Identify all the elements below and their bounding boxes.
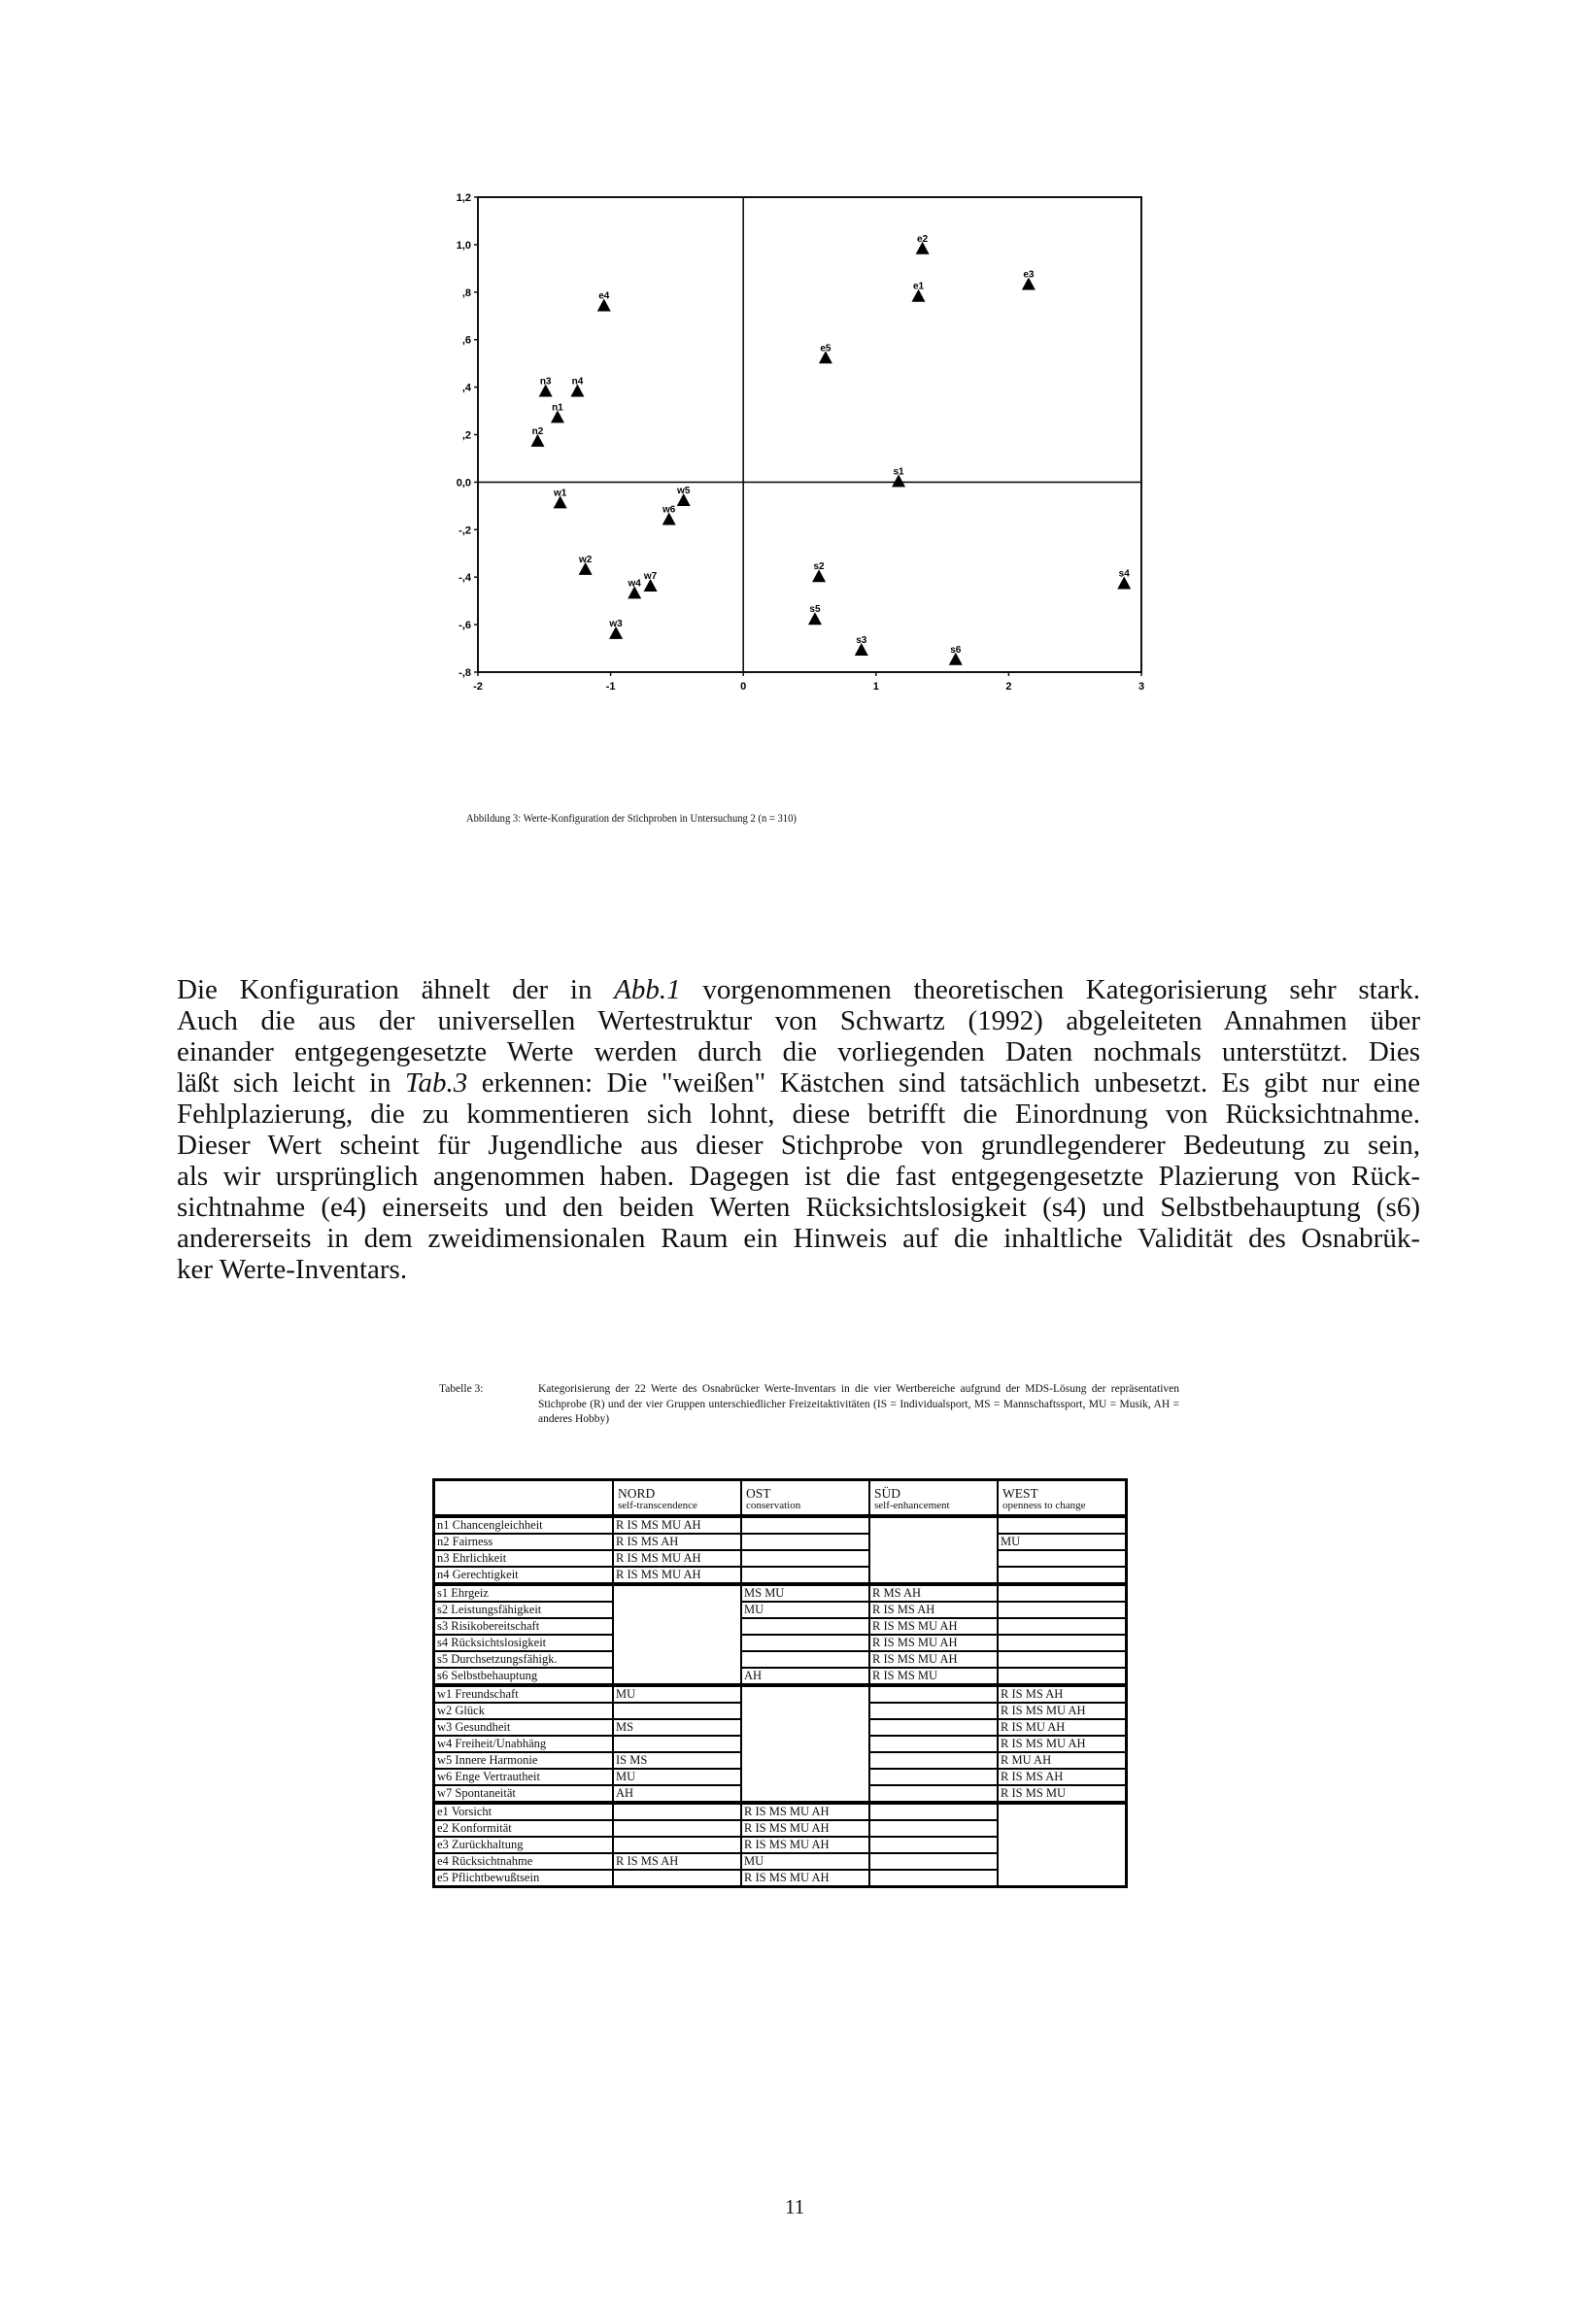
table-row xyxy=(434,1618,1127,1635)
sample-codes-cell-west xyxy=(998,1618,1127,1635)
body-line: andererseits in dem zweidimensionalen Raum ein Hinweis auf die inhaltliche Validität des Osnabrük- xyxy=(177,1223,1420,1254)
sample-codes-cell-nord xyxy=(613,1870,741,1887)
sample-codes-cell-nord xyxy=(613,1837,741,1853)
table-caption-text: Kategorisierung der 22 Werte des Osnabrücker Werte-Inventars in die vier Wertbereiche aufgrund der MDS-Lösung der repräsentativen Stichprobe (R) und der vier Gruppen unterschiedlicher Freizeitaktivitäten (IS = Individualsport, MS = Mannschaftssport, MU = Musik, AH = anderes Hobby) xyxy=(538,1383,1179,1425)
header-sued: SÜD self-enhancement xyxy=(869,1480,998,1517)
value-name-cell: w7 Spontaneität xyxy=(434,1785,614,1803)
sample-codes-cell-ost xyxy=(741,1516,869,1534)
sample-codes-cell-west xyxy=(998,1635,1127,1651)
sample-codes-cell-sued: R IS MS MU AH xyxy=(869,1618,998,1635)
sample-codes-cell-ost xyxy=(741,1618,869,1635)
sample-codes-cell-nord: R IS MS AH xyxy=(613,1853,741,1870)
value-name-cell: w1 Freundschaft xyxy=(434,1685,614,1703)
sample-codes-cell-sued xyxy=(869,1769,998,1785)
y-tick-label: ,6 xyxy=(461,334,471,347)
sample-codes-cell-west xyxy=(998,1602,1127,1618)
value-name-cell: n2 Fairness xyxy=(434,1534,614,1550)
point-label: n4 xyxy=(571,376,584,388)
body-line: Die Konfiguration ähnelt der in Abb.1 vorgenommenen theoretischen Kategorisierung sehr stark. xyxy=(177,974,1420,1005)
y-tick-label: -,8 xyxy=(458,667,471,679)
x-tick-label: 1 xyxy=(872,681,879,693)
sample-codes-cell-nord xyxy=(613,1803,741,1820)
sample-codes-cell-sued xyxy=(869,1703,998,1719)
table-row xyxy=(434,1803,1127,1820)
table-row xyxy=(434,1516,1127,1534)
y-tick-label: -,6 xyxy=(458,620,471,632)
sample-codes-cell-ost xyxy=(741,1534,869,1550)
table-body xyxy=(434,1516,1127,1887)
sample-codes-cell-ost: R IS MS MU AH xyxy=(741,1803,869,1820)
y-tick-label: ,4 xyxy=(461,382,471,394)
body-paragraph xyxy=(177,974,1420,1285)
point-label: w4 xyxy=(628,578,641,590)
sample-codes-cell-sued xyxy=(869,1685,998,1703)
value-name-cell: w5 Innere Harmonie xyxy=(434,1752,614,1769)
plot-frame xyxy=(478,197,1141,672)
value-name-cell: e3 Zurückhaltung xyxy=(434,1837,614,1853)
x-tick-label: -1 xyxy=(605,681,616,693)
point-label: e3 xyxy=(1023,269,1035,281)
sample-codes-cell-sued xyxy=(869,1736,998,1752)
sample-codes-cell-sued: R IS MS MU AH xyxy=(869,1635,998,1651)
header-nord: NORD self-transcendence xyxy=(613,1480,741,1517)
sample-codes-cell-sued: R IS MS MU xyxy=(869,1668,998,1685)
sample-codes-cell-west: R IS MS AH xyxy=(998,1685,1127,1703)
point-label: n1 xyxy=(552,402,563,414)
value-name-cell: w2 Glück xyxy=(434,1703,614,1719)
sample-codes-cell-nord xyxy=(613,1820,741,1837)
sample-codes-cell-sued xyxy=(869,1853,998,1870)
y-tick-label: -,4 xyxy=(458,572,471,585)
table-row xyxy=(434,1550,1127,1567)
point-label: e4 xyxy=(598,290,610,302)
point-label: w1 xyxy=(554,488,567,499)
mds-scatter-chart xyxy=(427,175,1166,777)
value-name-cell: s5 Durchsetzungsfähigk. xyxy=(434,1651,614,1668)
point-label: e5 xyxy=(820,343,832,355)
header-sued-sub: self-enhancement xyxy=(874,1500,950,1511)
value-name-cell: s3 Risikobereitschaft xyxy=(434,1618,614,1635)
value-name-cell: e5 Pflichtbewußtsein xyxy=(434,1870,614,1887)
table-row xyxy=(434,1685,1127,1703)
value-name-cell: w3 Gesundheit xyxy=(434,1719,614,1736)
value-name-cell: s4 Rücksichtslosigkeit xyxy=(434,1635,614,1651)
point-label: n3 xyxy=(539,376,552,388)
table-label: Tabelle 3: xyxy=(439,1383,484,1395)
y-tick-label: ,8 xyxy=(461,287,471,299)
body-line: sichtnahme (e4) einerseits und den beiden Werten Rücksichtslosigkeit (s4) und Selbstbehauptung (s6) xyxy=(177,1192,1420,1223)
sample-codes-cell-sued xyxy=(869,1719,998,1736)
header-nord-sub: self-transcendence xyxy=(618,1500,697,1511)
sample-codes-cell-ost xyxy=(741,1567,869,1584)
sample-codes-cell-ost xyxy=(741,1550,869,1567)
empty-category-block xyxy=(613,1584,741,1685)
sample-codes-cell-west xyxy=(998,1516,1127,1534)
sample-codes-cell-sued xyxy=(869,1803,998,1820)
sample-codes-cell-west xyxy=(998,1668,1127,1685)
sample-codes-cell-sued xyxy=(869,1752,998,1769)
empty-category-block xyxy=(869,1516,998,1584)
x-tick-label: 0 xyxy=(740,681,747,693)
sample-codes-cell-ost: AH xyxy=(741,1668,869,1685)
sample-codes-cell-ost: MS MU xyxy=(741,1584,869,1602)
sample-codes-cell-west: R IS MS MU AH xyxy=(998,1703,1127,1719)
sample-codes-cell-ost: R IS MS MU AH xyxy=(741,1870,869,1887)
point-label: e1 xyxy=(912,281,925,292)
sample-codes-cell-ost: MU xyxy=(741,1602,869,1618)
point-label: s6 xyxy=(950,644,962,656)
value-name-cell: e1 Vorsicht xyxy=(434,1803,614,1820)
point-label: s1 xyxy=(893,466,904,478)
header-west-sub: openness to change xyxy=(1002,1500,1086,1511)
value-name-cell: s6 Selbstbehauptung xyxy=(434,1668,614,1685)
body-line: einander entgegengesetzte Werte werden durch die vorliegenden Daten nochmals unterstützt. Dies xyxy=(177,1036,1420,1067)
header-west: WEST openness to change xyxy=(998,1480,1127,1517)
table-row xyxy=(434,1602,1127,1618)
y-tick-label: ,2 xyxy=(461,429,471,442)
point-label: w2 xyxy=(578,554,593,565)
sample-codes-cell-nord: R IS MS MU AH xyxy=(613,1550,741,1567)
sample-codes-cell-nord: R IS MS AH xyxy=(613,1534,741,1550)
sample-codes-cell-west: R IS MS MU AH xyxy=(998,1736,1127,1752)
table-row xyxy=(434,1567,1127,1584)
value-name-cell: w6 Enge Vertrautheit xyxy=(434,1769,614,1785)
x-tick-label: 2 xyxy=(1005,681,1012,693)
table-row xyxy=(434,1635,1127,1651)
y-tick-label: 0,0 xyxy=(456,477,471,490)
sample-codes-cell-nord: MS xyxy=(613,1719,741,1736)
sample-codes-cell-sued xyxy=(869,1820,998,1837)
header-value xyxy=(434,1480,614,1517)
values-table xyxy=(432,1478,1128,1888)
sample-codes-cell-west: R MU AH xyxy=(998,1752,1127,1769)
sample-codes-cell-nord: MU xyxy=(613,1685,741,1703)
sample-codes-cell-west xyxy=(998,1567,1127,1584)
sample-codes-cell-ost: R IS MS MU AH xyxy=(741,1820,869,1837)
body-line: Fehlplazierung, die zu kommentieren sich lohnt, diese betrifft die Einordnung von Rücksichtnahme. xyxy=(177,1099,1420,1130)
sample-codes-cell-ost: R IS MS MU AH xyxy=(741,1837,869,1853)
value-name-cell: n3 Ehrlichkeit xyxy=(434,1550,614,1567)
sample-codes-cell-sued xyxy=(869,1785,998,1803)
point-label: w3 xyxy=(609,618,623,629)
point-label: s5 xyxy=(809,604,821,616)
sample-codes-cell-nord: MU xyxy=(613,1769,741,1785)
sample-codes-cell-nord: AH xyxy=(613,1785,741,1803)
body-line: ker Werte-Inventars. xyxy=(177,1254,408,1285)
sample-codes-cell-west: R IS MU AH xyxy=(998,1719,1127,1736)
y-tick-label: 1,2 xyxy=(456,192,471,204)
value-name-cell: s1 Ehrgeiz xyxy=(434,1584,614,1602)
value-name-cell: n1 Chancengleichheit xyxy=(434,1516,614,1534)
body-line: Dieser Wert scheint für Jugendliche aus dieser Stichprobe von grundlegenderer Bedeutung zu sein, xyxy=(177,1130,1420,1161)
sample-codes-cell-sued xyxy=(869,1837,998,1853)
point-label: s2 xyxy=(813,561,825,573)
point-label: w7 xyxy=(643,570,658,582)
sample-codes-cell-west: MU xyxy=(998,1534,1127,1550)
point-label: s4 xyxy=(1118,568,1130,580)
sample-codes-cell-sued xyxy=(869,1870,998,1887)
header-ost: OST conservation xyxy=(741,1480,869,1517)
body-line: läßt sich leicht in Tab.3 erkennen: Die "weißen" Kästchen sind tatsächlich unbesetzt. Es gibt nur eine xyxy=(177,1067,1420,1099)
scatter-plot-canvas xyxy=(427,175,1166,777)
header-ost-sub: conservation xyxy=(746,1500,801,1511)
y-tick-label: -,2 xyxy=(458,524,471,537)
sample-codes-cell-nord xyxy=(613,1703,741,1719)
sample-codes-cell-ost: MU xyxy=(741,1853,869,1870)
table-row xyxy=(434,1584,1127,1602)
point-label: s3 xyxy=(856,634,867,646)
table-row xyxy=(434,1534,1127,1550)
value-name-cell: w4 Freiheit/Unabhäng xyxy=(434,1736,614,1752)
body-line: Auch die aus der universellen Wertestruktur von Schwartz (1992) abgeleiteten Annahmen über xyxy=(177,1005,1420,1036)
point-label: w6 xyxy=(662,504,676,516)
value-name-cell: s2 Leistungsfähigkeit xyxy=(434,1602,614,1618)
y-tick-label: 1,0 xyxy=(456,239,471,252)
sample-codes-cell-nord: IS MS xyxy=(613,1752,741,1769)
sample-codes-cell-nord: R IS MS MU AH xyxy=(613,1567,741,1584)
page-number: 11 xyxy=(785,2195,805,2218)
sample-codes-cell-ost xyxy=(741,1635,869,1651)
sample-codes-cell-west: R IS MS AH xyxy=(998,1769,1127,1785)
empty-category-block xyxy=(998,1803,1127,1887)
empty-category-block xyxy=(741,1685,869,1803)
sample-codes-cell-sued: R MS AH xyxy=(869,1584,998,1602)
table-row xyxy=(434,1668,1127,1685)
x-tick-label: -2 xyxy=(473,681,483,693)
value-name-cell: n4 Gerechtigkeit xyxy=(434,1567,614,1584)
sample-codes-cell-sued: R IS MS MU AH xyxy=(869,1651,998,1668)
sample-codes-cell-west xyxy=(998,1584,1127,1602)
value-name-cell: e2 Konformität xyxy=(434,1820,614,1837)
point-label: e2 xyxy=(917,233,929,245)
point-label: w5 xyxy=(677,485,691,496)
sample-codes-cell-ost xyxy=(741,1651,869,1668)
point-label: n2 xyxy=(531,425,544,437)
sample-codes-cell-nord: R IS MS MU AH xyxy=(613,1516,741,1534)
sample-codes-cell-west xyxy=(998,1550,1127,1567)
value-categorization-table xyxy=(432,1478,1128,1888)
table-row xyxy=(434,1651,1127,1668)
value-name-cell: e4 Rücksichtnahme xyxy=(434,1853,614,1870)
figure-caption: Abbildung 3: Werte-Konfiguration der Stichproben in Untersuchung 2 (n = 310) xyxy=(466,813,797,825)
table-header-row xyxy=(434,1480,1127,1517)
sample-codes-cell-west: R IS MS MU xyxy=(998,1785,1127,1803)
body-line: als wir ursprünglich angenommen haben. Dagegen ist die fast entgegengesetzte Plazierung von Rück- xyxy=(177,1161,1420,1192)
x-tick-label: 3 xyxy=(1138,681,1145,693)
sample-codes-cell-sued: R IS MS AH xyxy=(869,1602,998,1618)
sample-codes-cell-nord xyxy=(613,1736,741,1752)
sample-codes-cell-west xyxy=(998,1651,1127,1668)
